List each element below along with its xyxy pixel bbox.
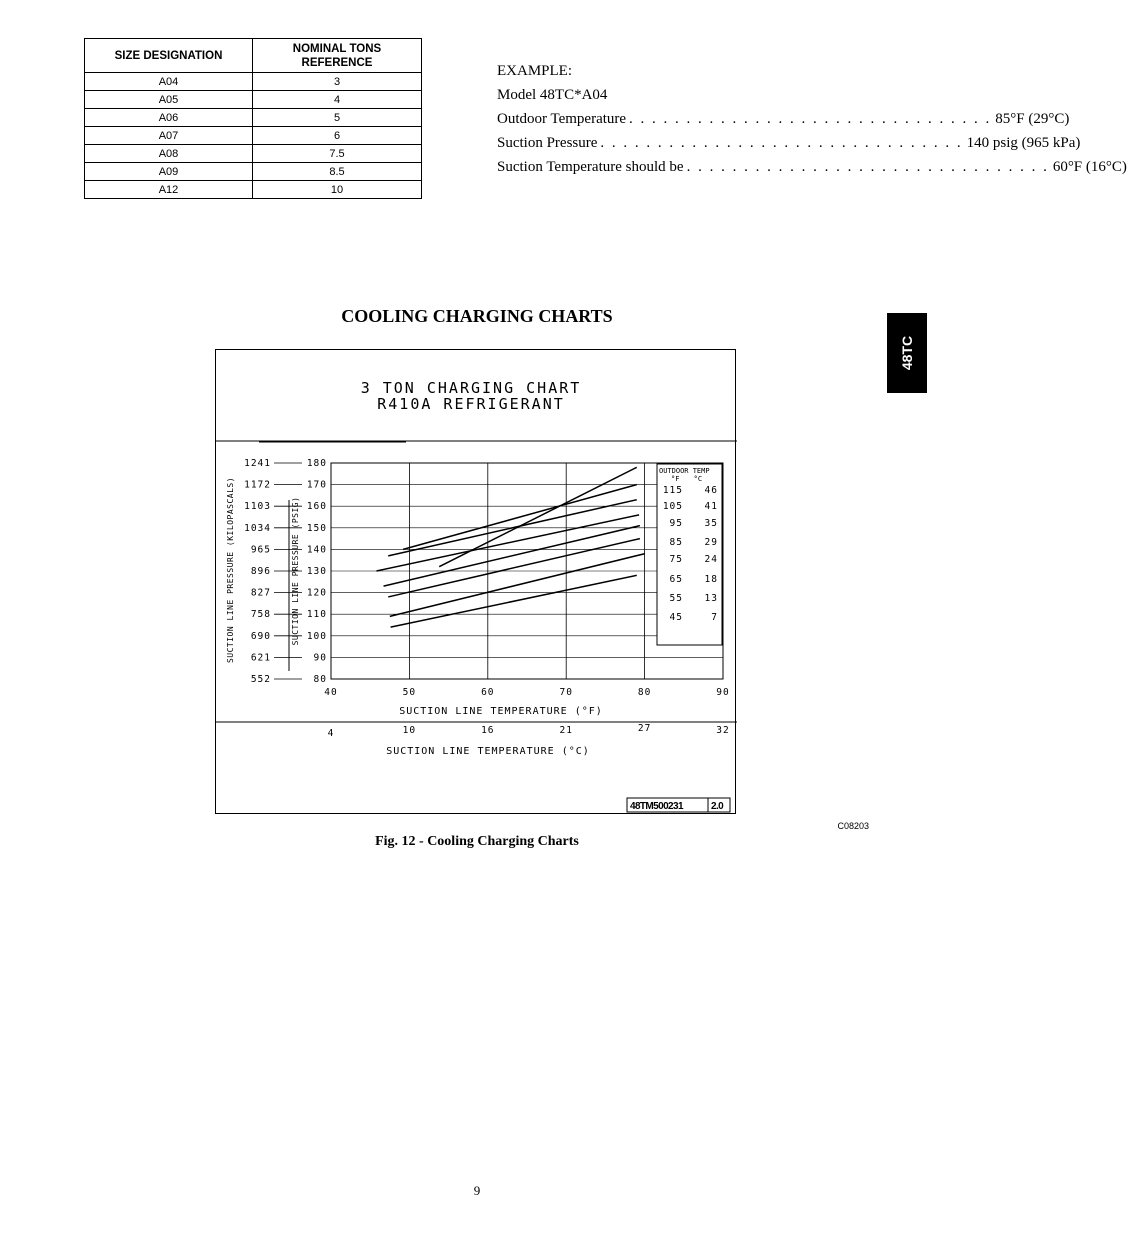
chart-title-line2: R410A REFRIGERANT xyxy=(377,395,565,413)
example-block xyxy=(497,59,1127,179)
example-value: 140 psig (965 kPa) xyxy=(966,135,1081,151)
y-tick-label: 110 xyxy=(306,609,327,621)
size-cell: A06 xyxy=(85,109,253,127)
legend-temp-f: 45 xyxy=(669,612,683,623)
kpa-tick-label: 552 xyxy=(250,674,271,685)
figure-code: C08203 xyxy=(837,821,869,831)
revision-number: 2.0 xyxy=(711,801,724,812)
celsius-tick-label: 32 xyxy=(716,725,730,736)
charging-chart xyxy=(215,349,736,814)
kpa-tick-label: 758 xyxy=(250,609,271,621)
doc-number-box xyxy=(627,798,730,812)
chart-title-line1: 3 TON CHARGING CHART xyxy=(360,379,582,397)
legend-units: °F °C xyxy=(671,475,703,483)
column-header-size: SIZE DESIGNATION xyxy=(85,39,253,73)
legend-temp-c: 35 xyxy=(704,518,718,529)
size-cell: A12 xyxy=(85,181,253,199)
tons-cell: 10 xyxy=(253,181,422,199)
example-model: Model 48TC*A04 xyxy=(497,87,608,103)
table-header-row xyxy=(85,39,422,73)
doc-number: 48TM500231 xyxy=(630,801,683,812)
figure-caption: Fig. 12 - Cooling Charging Charts xyxy=(375,834,579,849)
side-tab xyxy=(887,313,927,393)
celsius-tick-label: 16 xyxy=(481,725,495,736)
tons-cell: 4 xyxy=(253,91,422,109)
dot-leader: . . . . . . . . . . . . . . . . . . . . . . . . . . . . . . . . xyxy=(629,111,992,127)
section-title: COOLING CHARGING CHARTS xyxy=(341,306,613,326)
chart-series xyxy=(376,467,644,627)
y-tick-label: 180 xyxy=(306,458,327,469)
x-tick-label: 40 xyxy=(324,687,338,698)
kpa-tick-label: 1241 xyxy=(244,458,271,469)
legend-temp-f: 65 xyxy=(669,574,683,585)
kpa-tick-label: 1103 xyxy=(244,501,271,513)
size-cell: A04 xyxy=(85,73,253,91)
x-tick-label: 80 xyxy=(637,687,652,698)
kpa-tick-label: 621 xyxy=(250,652,271,664)
size-cell: A08 xyxy=(85,145,253,163)
kpa-tick-label: 827 xyxy=(250,587,271,599)
legend-temp-c: 46 xyxy=(704,485,718,496)
kpa-tick-label: 1034 xyxy=(244,522,271,534)
legend-temp-c: 29 xyxy=(704,537,718,548)
x-tick-label: 60 xyxy=(481,687,495,698)
column-header-tons-text: NOMINAL TONS REFERENCE xyxy=(292,42,382,69)
series-line-55 xyxy=(390,554,645,617)
celsius-tick-label: 10 xyxy=(402,725,417,736)
x-tick-label: 90 xyxy=(716,687,730,698)
table-row xyxy=(85,91,422,109)
legend-temp-c: 41 xyxy=(704,501,718,512)
dot-leader: . . . . . . . . . . . . . . . . . . . . . . . . . . . . . . . . xyxy=(686,159,1049,175)
legend-header: OUTDOOR TEMP xyxy=(659,467,710,475)
example-value: 85°F (29°C) xyxy=(995,111,1070,127)
legend-temp-f: 75 xyxy=(669,554,683,565)
legend-temp-c: 18 xyxy=(704,574,718,585)
example-row-outdoor xyxy=(497,107,1070,131)
example-row-pressure xyxy=(497,131,1081,155)
y-axis-label-kpa: SUCTION LINE PRESSURE (KILOPASCALS) xyxy=(226,476,235,664)
series-line-75 xyxy=(384,526,640,586)
y-tick-label: 120 xyxy=(306,587,327,599)
tons-cell: 6 xyxy=(253,127,422,145)
example-row-suction-temp xyxy=(497,155,1127,179)
example-label: Outdoor Temperature xyxy=(497,111,627,127)
series-line-85 xyxy=(376,515,639,571)
x-tick-label: 70 xyxy=(559,687,573,698)
tons-cell: 7.5 xyxy=(253,145,422,163)
y-tick-label: 80 xyxy=(313,674,327,685)
table-row xyxy=(85,127,422,145)
chart-svg xyxy=(216,350,737,815)
series-line-45 xyxy=(391,575,637,627)
y-tick-label: 160 xyxy=(306,501,327,513)
table-row xyxy=(85,145,422,163)
size-cell: A09 xyxy=(85,163,253,181)
x-axis-label-celsius: SUCTION LINE TEMPERATURE (°C) xyxy=(386,746,590,757)
x-axis-label: SUCTION LINE TEMPERATURE (°F) xyxy=(399,706,603,717)
page-number: 9 xyxy=(473,1183,481,1198)
y-tick-label: 100 xyxy=(306,630,327,642)
example-heading: EXAMPLE: xyxy=(497,63,572,79)
legend-temp-f: 95 xyxy=(669,518,683,529)
column-header-tons xyxy=(253,39,422,73)
celsius-tick-label: 21 xyxy=(559,725,573,736)
legend-temp-c: 24 xyxy=(704,554,718,565)
legend-temp-f: 105 xyxy=(662,501,683,512)
y-tick-label: 150 xyxy=(306,522,327,534)
x-tick-label: 50 xyxy=(402,687,417,698)
legend-temp-c: 13 xyxy=(704,593,718,604)
legend-temp-c: 7 xyxy=(711,612,718,623)
legend-temp-f: 115 xyxy=(662,485,683,496)
kpa-tick-label: 965 xyxy=(250,544,271,556)
table-row xyxy=(85,163,422,181)
table-row xyxy=(85,181,422,199)
y-tick-label: 90 xyxy=(313,652,327,664)
kpa-tick-label: 896 xyxy=(250,566,271,577)
tons-cell: 5 xyxy=(253,109,422,127)
dot-leader: . . . . . . . . . . . . . . . . . . . . . . . . . . . . . . . . xyxy=(600,135,963,151)
example-label: Suction Pressure xyxy=(497,135,598,151)
example-label: Suction Temperature should be xyxy=(497,159,684,175)
y-tick-label: 140 xyxy=(306,544,327,556)
kpa-tick-label: 1172 xyxy=(244,479,271,491)
table-row xyxy=(85,73,422,91)
legend-temp-f: 55 xyxy=(669,593,683,604)
y-tick-label: 170 xyxy=(306,479,327,491)
celsius-tick-label: 4 xyxy=(327,728,335,739)
celsius-tick-label: 27 xyxy=(637,723,652,734)
kpa-tick-label: 690 xyxy=(250,630,271,642)
chart-legend xyxy=(657,464,722,645)
tons-cell: 3 xyxy=(253,73,422,91)
legend-temp-f: 85 xyxy=(669,537,683,548)
size-designation-table xyxy=(84,38,422,199)
tons-cell: 8.5 xyxy=(253,163,422,181)
y-tick-label: 130 xyxy=(306,566,327,577)
table-row xyxy=(85,109,422,127)
size-cell: A07 xyxy=(85,127,253,145)
side-tab-label: 48TC xyxy=(899,335,915,371)
example-value: 60°F (16°C) xyxy=(1052,159,1127,175)
y-axis-label: SUCTION LINE PRESSURE (PSIG) xyxy=(291,496,300,646)
size-cell: A05 xyxy=(85,91,253,109)
